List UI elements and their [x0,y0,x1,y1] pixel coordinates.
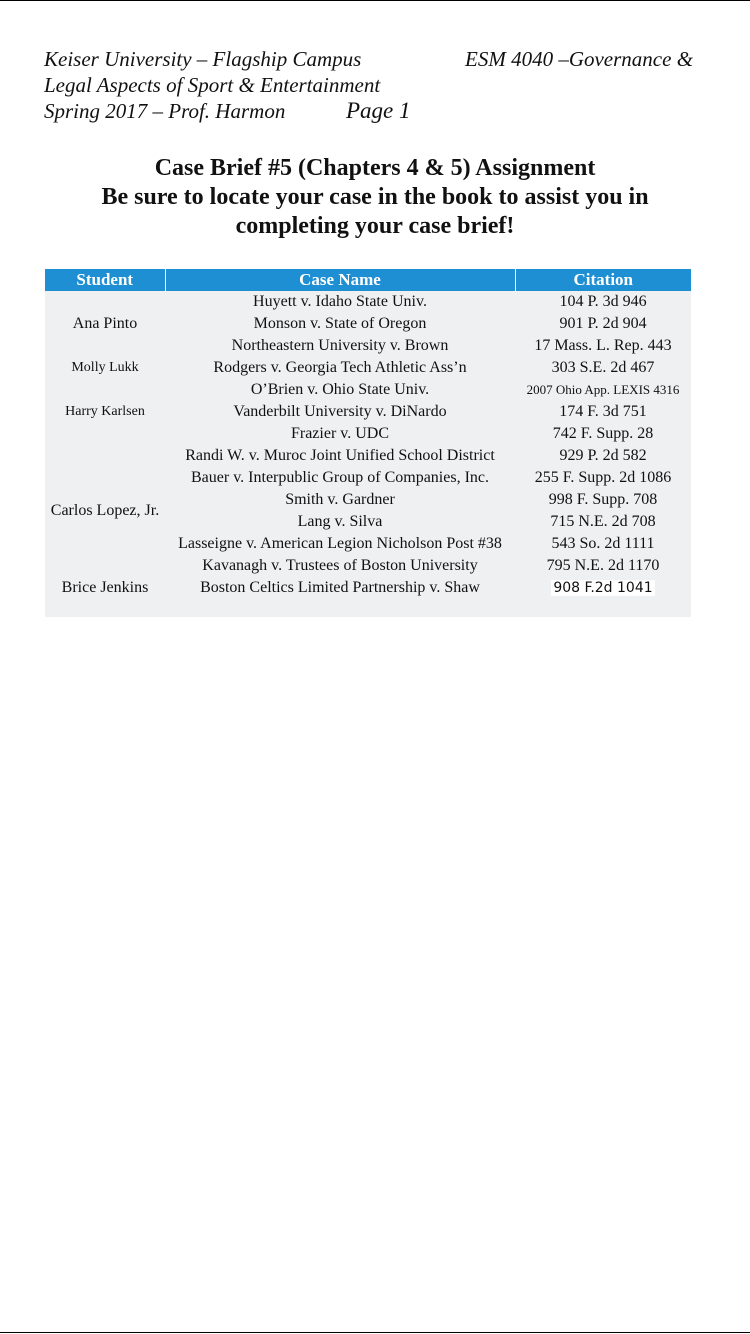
case-name-cell: Lasseigne v. American Legion Nicholson Post #38 [178,535,502,552]
header-student: Student [45,269,165,291]
empty-cell [165,599,515,617]
header-line-3 [44,98,714,124]
table-header-row [45,269,691,291]
table-row [45,577,691,599]
student-cell: Harry Karlsen [65,404,145,419]
header-citation: Citation [515,269,691,291]
case-name-cell: Rodgers v. Georgia Tech Athletic Ass’n [213,359,467,376]
case-name-cell: Randi W. v. Muroc Joint Unified School District [185,447,495,464]
citation-cell: 303 S.E. 2d 467 [551,359,655,376]
citation-cell: 715 N.E. 2d 708 [550,513,656,530]
citation-cell: 2007 Ohio App. LEXIS 4316 [526,382,680,397]
citation-cell: 929 P. 2d 582 [559,447,647,464]
citation-cell: 104 P. 3d 946 [559,293,647,310]
case-assignment-table [45,269,691,617]
header-course: ESM 4040 –Governance & [465,47,694,71]
citation-cell: 543 So. 2d 1111 [551,535,655,552]
title-line-3: completing your case brief! [235,213,515,239]
header-case-name: Case Name [165,269,515,291]
citation-cell: 795 N.E. 2d 1170 [546,557,660,574]
table-spacer-row [45,599,691,617]
assignment-title [0,154,750,241]
bottom-rule [0,1332,750,1333]
citation-cell: 998 F. Supp. 708 [548,491,658,508]
case-name-cell: Frazier v. UDC [290,425,390,442]
case-name-cell: Lang v. Silva [297,513,383,530]
citation-cell: 255 F. Supp. 2d 1086 [534,469,672,486]
case-name-cell: Boston Celtics Limited Partnership v. Shaw [200,579,480,596]
table-row [45,291,691,313]
title-line-2: Be sure to locate your case in the book to assist you in [101,184,649,210]
table-row [45,357,691,379]
case-name-cell: Vanderbilt University v. DiNardo [233,403,447,420]
student-cell: Carlos Lopez, Jr. [50,502,160,519]
header-line-1 [44,46,714,72]
empty-cell [515,599,691,617]
header-page-number: Page 1 [346,98,411,123]
student-cell: Ana Pinto [72,315,138,332]
citation-cell: 742 F. Supp. 28 [552,425,654,442]
citation-cell: 17 Mass. L. Rep. 443 [534,337,672,354]
document-header [44,46,714,124]
case-name-cell: Kavanagh v. Trustees of Boston University [202,557,478,574]
case-name-cell: Northeastern University v. Brown [231,337,449,354]
top-rule [0,0,750,1]
table-row [45,379,691,401]
case-name-cell: Bauer v. Interpublic Group of Companies, Inc. [191,469,489,486]
header-campus: Keiser University – Flagship Campus [44,47,362,71]
case-name-cell: O’Brien v. Ohio State Univ. [250,381,430,398]
citation-text: 908 F.2d 1041 [553,580,653,596]
citation-cell: 174 F. 3d 751 [559,403,647,420]
citation-cell: 901 P. 2d 904 [559,315,647,332]
citation-cell [515,577,691,599]
header-term: Spring 2017 – Prof. Harmon [44,99,286,123]
table-row [45,445,691,467]
case-name-cell: Smith v. Gardner [285,491,395,508]
header-line-2 [44,72,714,98]
student-cell: Brice Jenkins [61,579,149,596]
case-name-cell: Huyett v. Idaho State Univ. [253,293,427,310]
title-line-1: Case Brief #5 (Chapters 4 & 5) Assignment [154,155,596,181]
case-name-cell: Monson v. State of Oregon [253,315,427,332]
empty-cell [45,599,165,617]
header-course-title: Legal Aspects of Sport & Entertainment [44,73,381,97]
student-cell: Molly Lukk [71,360,139,375]
